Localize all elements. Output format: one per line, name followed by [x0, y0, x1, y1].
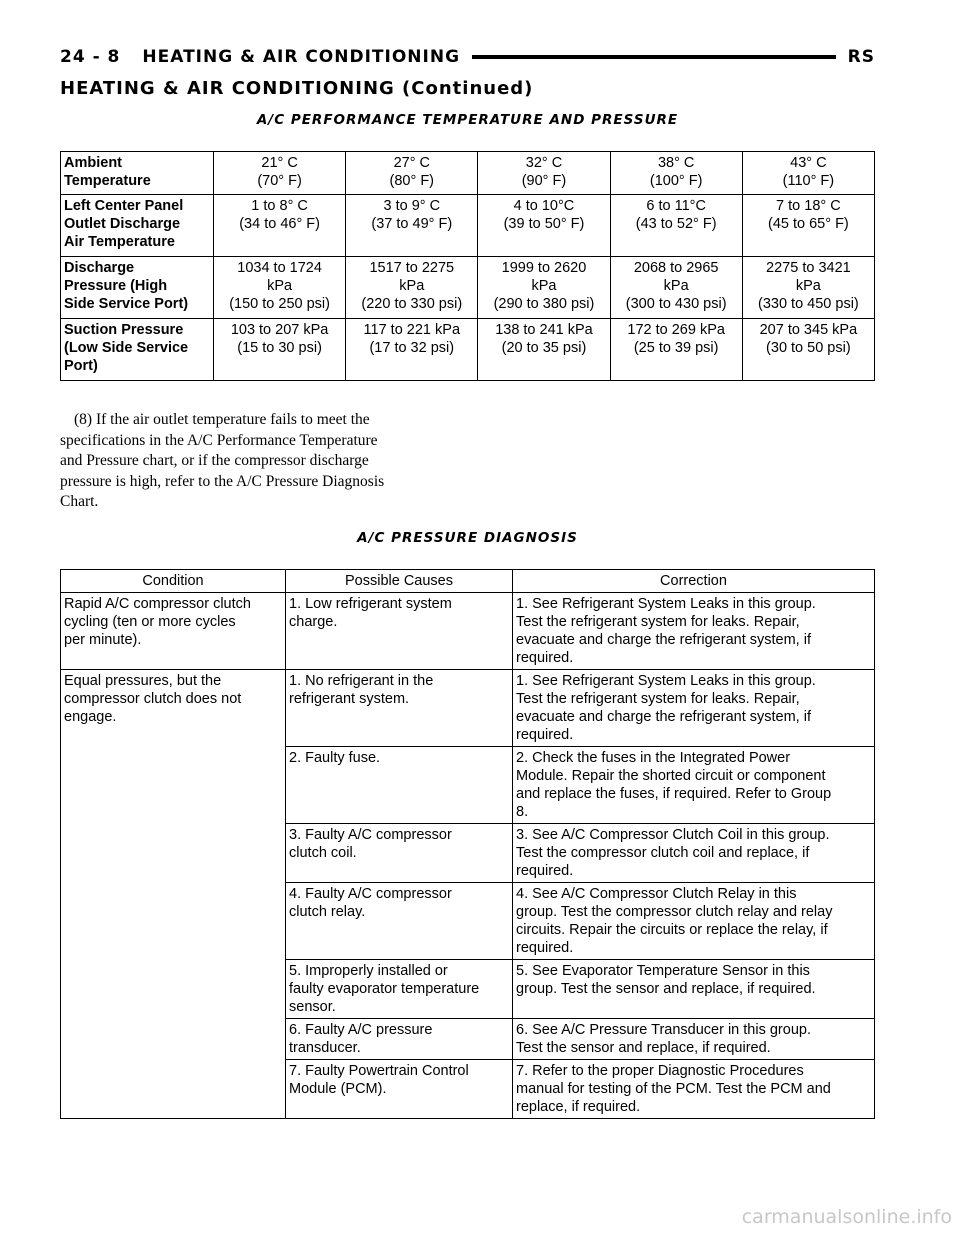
- correction-cell: [513, 1060, 875, 1119]
- performance-cell-line: (80° F): [389, 173, 435, 189]
- diagnosis-row: [61, 1060, 875, 1119]
- cause-cell: [286, 670, 513, 747]
- performance-cell-line: (90° F): [521, 173, 567, 189]
- cause-line: 5. Improperly installed or: [289, 963, 448, 979]
- diagnosis-row: [61, 883, 875, 960]
- performance-cell: [478, 257, 610, 319]
- row-label-line: Air Temperature: [64, 234, 175, 250]
- performance-cell-line: 172 to 269 kPa: [627, 322, 725, 338]
- performance-cell-line: (70° F): [257, 173, 302, 189]
- performance-cell: [742, 257, 874, 319]
- cause-line: charge.: [289, 614, 338, 630]
- watermark: carmanualsonline.info: [741, 1206, 952, 1228]
- diagnosis-row: [61, 593, 875, 670]
- performance-cell-line: 1999 to 2620: [501, 260, 587, 276]
- correction-line: required.: [516, 940, 574, 956]
- row-label-line: Temperature: [64, 173, 151, 189]
- correction-line: 7. Refer to the proper Diagnostic Procedures: [516, 1063, 804, 1079]
- cause-line: clutch coil.: [289, 845, 357, 861]
- performance-cell-line: kPa: [267, 278, 293, 294]
- performance-cell-line: (15 to 30 psi): [237, 340, 322, 356]
- performance-cell-line: (37 to 49° F): [371, 216, 453, 232]
- performance-cell-line: 2275 to 3421: [766, 260, 851, 276]
- performance-row: [61, 319, 875, 381]
- performance-cell-line: 207 to 345 kPa: [759, 322, 858, 338]
- header-rule: [472, 55, 836, 59]
- performance-cell: [346, 195, 478, 257]
- cause-line: 1. Low refrigerant system: [289, 596, 452, 612]
- cause-cell: [286, 824, 513, 883]
- correction-line: group. Test the compressor clutch relay and relay: [516, 904, 833, 920]
- cause-line: 3. Faulty A/C compressor: [289, 827, 452, 843]
- condition-line: Equal pressures, but the: [64, 673, 222, 689]
- performance-cell-line: 138 to 241 kPa: [495, 322, 593, 338]
- correction-line: 2. Check the fuses in the Integrated Power: [516, 750, 791, 766]
- correction-line: 3. See A/C Compressor Clutch Coil in this group.: [516, 827, 830, 843]
- performance-cell-line: (17 to 32 psi): [369, 340, 455, 356]
- header-condition: Condition: [61, 570, 286, 593]
- section-heading: HEATING & AIR CONDITIONING (Continued): [60, 78, 534, 99]
- performance-cell-line: kPa: [531, 278, 557, 294]
- performance-cell: [742, 319, 874, 381]
- diagnosis-header-row: [61, 570, 875, 593]
- performance-cell-line: (150 to 250 psi): [229, 296, 330, 312]
- correction-line: group. Test the sensor and replace, if required.: [516, 981, 816, 997]
- performance-cell: [478, 319, 610, 381]
- row-label-line: Discharge: [64, 260, 135, 276]
- correction-cell: [513, 747, 875, 824]
- cause-line: Module (PCM).: [289, 1081, 387, 1097]
- row-label-line: Suction Pressure: [64, 322, 184, 338]
- condition-cell: [61, 747, 286, 824]
- performance-cell-line: 4 to 10°C: [513, 198, 575, 214]
- cause-line: 4. Faulty A/C compressor: [289, 886, 452, 902]
- performance-row: [61, 195, 875, 257]
- condition-cell: [61, 1060, 286, 1119]
- row-label: [61, 152, 214, 195]
- correction-line: Test the refrigerant system for leaks. Repair,: [516, 614, 800, 630]
- performance-table: [60, 151, 875, 381]
- row-label-line: Pressure (High: [64, 278, 168, 294]
- performance-cell: [346, 257, 478, 319]
- performance-cell-line: (43 to 52° F): [635, 216, 717, 232]
- correction-line: 8.: [516, 804, 529, 820]
- condition-cell: [61, 960, 286, 1019]
- cause-line: 6. Faulty A/C pressure: [289, 1022, 433, 1038]
- correction-line: 1. See Refrigerant System Leaks in this group.: [516, 596, 816, 612]
- page-number: 24 - 8: [60, 47, 121, 67]
- correction-line: Test the refrigerant system for leaks. Repair,: [516, 691, 800, 707]
- correction-line: evacuate and charge the refrigerant system, if: [516, 709, 811, 725]
- diagnosis-row: [61, 747, 875, 824]
- performance-cell: [214, 319, 346, 381]
- diagnosis-row: [61, 1019, 875, 1060]
- performance-cell-line: (220 to 330 psi): [361, 296, 463, 312]
- performance-cell: [742, 152, 874, 195]
- condition-line: cycling (ten or more cycles: [64, 614, 236, 630]
- performance-cell-line: (100° F): [649, 173, 703, 189]
- performance-cell: [214, 152, 346, 195]
- correction-line: required.: [516, 863, 574, 879]
- performance-cell-line: 3 to 9° C: [383, 198, 441, 214]
- correction-cell: [513, 824, 875, 883]
- header-title: HEATING & AIR CONDITIONING: [142, 47, 461, 67]
- diagnosis-row: [61, 824, 875, 883]
- performance-cell-line: 117 to 221 kPa: [363, 322, 461, 338]
- condition-line: engage.: [64, 709, 117, 725]
- correction-line: 5. See Evaporator Temperature Sensor in this: [516, 963, 810, 979]
- performance-cell: [346, 152, 478, 195]
- performance-cell-line: (25 to 39 psi): [633, 340, 719, 356]
- row-label: [61, 257, 214, 319]
- performance-table-title: A/C PERFORMANCE TEMPERATURE AND PRESSURE: [256, 112, 679, 128]
- paragraph-line: (8) If the air outlet temperature fails to meet the: [74, 411, 370, 428]
- condition-cell: [61, 883, 286, 960]
- correction-cell: [513, 670, 875, 747]
- diagnosis-table-title: A/C PRESSURE DIAGNOSIS: [357, 530, 578, 546]
- performance-cell-line: (290 to 380 psi): [493, 296, 595, 312]
- row-label-line: (Low Side Service: [64, 340, 189, 356]
- condition-line: compressor clutch does not: [64, 691, 242, 707]
- header-possible-causes: Possible Causes: [286, 570, 513, 593]
- performance-cell-line: (39 to 50° F): [503, 216, 585, 232]
- correction-line: evacuate and charge the refrigerant system, if: [516, 632, 811, 648]
- correction-line: Test the sensor and replace, if required.: [516, 1040, 771, 1056]
- correction-cell: [513, 960, 875, 1019]
- paragraph-line: Chart.: [60, 493, 99, 510]
- correction-line: 1. See Refrigerant System Leaks in this group.: [516, 673, 816, 689]
- correction-line: replace, if required.: [516, 1099, 641, 1115]
- row-label-line: Ambient: [64, 155, 122, 171]
- correction-line: required.: [516, 727, 574, 743]
- performance-row: [61, 257, 875, 319]
- cause-line: 1. No refrigerant in the: [289, 673, 434, 689]
- performance-cell: [478, 195, 610, 257]
- correction-line: manual for testing of the PCM. Test the PCM and: [516, 1081, 831, 1097]
- cause-cell: [286, 1019, 513, 1060]
- diagnosis-row: [61, 960, 875, 1019]
- condition-cell: [61, 670, 286, 747]
- performance-cell-line: (300 to 430 psi): [625, 296, 727, 312]
- correction-line: 6. See A/C Pressure Transducer in this group.: [516, 1022, 811, 1038]
- performance-cell-line: kPa: [795, 278, 821, 294]
- correction-line: Module. Repair the shorted circuit or component: [516, 768, 826, 784]
- performance-cell-line: 103 to 207 kPa: [230, 322, 329, 338]
- performance-cell-line: 7 to 18° C: [776, 198, 841, 214]
- cause-line: 2. Faulty fuse.: [289, 750, 381, 766]
- cause-line: clutch relay.: [289, 904, 366, 920]
- performance-cell-line: 1517 to 2275: [369, 260, 455, 276]
- row-label-line: Side Service Port): [64, 296, 189, 312]
- row-label-line: Left Center Panel: [64, 198, 184, 214]
- cause-cell: [286, 960, 513, 1019]
- performance-cell: [346, 319, 478, 381]
- correction-line: 4. See A/C Compressor Clutch Relay in this: [516, 886, 797, 902]
- cause-cell: [286, 747, 513, 824]
- condition-cell: [61, 1019, 286, 1060]
- performance-cell: [214, 257, 346, 319]
- performance-cell-line: (330 to 450 psi): [757, 296, 859, 312]
- correction-line: Test the compressor clutch coil and replace, if: [516, 845, 810, 861]
- row-label-line: Outlet Discharge: [64, 216, 181, 232]
- performance-cell: [610, 152, 742, 195]
- correction-line: circuits. Repair the circuits or replace the relay, if: [516, 922, 828, 938]
- page-header: [60, 44, 875, 70]
- cause-line: sensor.: [289, 999, 336, 1015]
- performance-cell-line: kPa: [399, 278, 425, 294]
- performance-cell-line: 1 to 8° C: [251, 198, 308, 214]
- performance-cell: [610, 257, 742, 319]
- cause-line: faulty evaporator temperature: [289, 981, 480, 997]
- performance-cell-line: 2068 to 2965: [633, 260, 719, 276]
- performance-cell-line: 27° C: [393, 155, 430, 171]
- performance-cell: [742, 195, 874, 257]
- performance-cell-line: 1034 to 1724: [237, 260, 322, 276]
- correction-cell: [513, 593, 875, 670]
- header-code: RS: [847, 47, 875, 67]
- performance-cell: [478, 152, 610, 195]
- performance-cell-line: (110° F): [782, 173, 835, 189]
- cause-line: 7. Faulty Powertrain Control: [289, 1063, 469, 1079]
- paragraph-line: specifications in the A/C Performance Temperature: [60, 431, 378, 449]
- performance-cell-line: (20 to 35 psi): [501, 340, 587, 356]
- performance-cell-line: 38° C: [657, 155, 695, 171]
- performance-cell-line: 32° C: [525, 155, 563, 171]
- correction-cell: [513, 883, 875, 960]
- performance-cell-line: (45 to 65° F): [768, 216, 849, 232]
- condition-cell: [61, 593, 286, 670]
- cause-cell: [286, 593, 513, 670]
- cause-cell: [286, 1060, 513, 1119]
- paragraph-text: [60, 410, 453, 513]
- performance-cell-line: 21° C: [261, 155, 298, 171]
- performance-cell: [214, 195, 346, 257]
- correction-cell: [513, 1019, 875, 1060]
- cause-line: transducer.: [289, 1040, 361, 1056]
- performance-cell-line: kPa: [663, 278, 689, 294]
- performance-cell-line: 43° C: [790, 155, 827, 171]
- header-correction: Correction: [513, 570, 875, 593]
- performance-row: [61, 152, 875, 195]
- condition-line: Rapid A/C compressor clutch: [64, 596, 251, 612]
- performance-cell-line: (30 to 50 psi): [766, 340, 851, 356]
- paragraph-line: and Pressure chart, or if the compressor discharge: [60, 452, 369, 469]
- condition-line: per minute).: [64, 632, 142, 648]
- paragraph-line: pressure is high, refer to the A/C Pressure Diagnosis: [60, 472, 385, 490]
- row-label: [61, 195, 214, 257]
- correction-line: required.: [516, 650, 574, 666]
- performance-cell: [610, 319, 742, 381]
- correction-line: and replace the fuses, if required. Refer to Group: [516, 786, 832, 802]
- row-label-line: Port): [64, 358, 98, 374]
- performance-cell: [610, 195, 742, 257]
- diagnosis-row: [61, 670, 875, 747]
- row-label: [61, 319, 214, 381]
- cause-cell: [286, 883, 513, 960]
- condition-cell: [61, 824, 286, 883]
- diagnosis-table: [60, 569, 875, 1119]
- performance-cell-line: (34 to 46° F): [239, 216, 320, 232]
- performance-cell-line: 6 to 11°C: [646, 198, 706, 214]
- instruction-paragraph: [60, 410, 453, 513]
- cause-line: refrigerant system.: [289, 691, 410, 707]
